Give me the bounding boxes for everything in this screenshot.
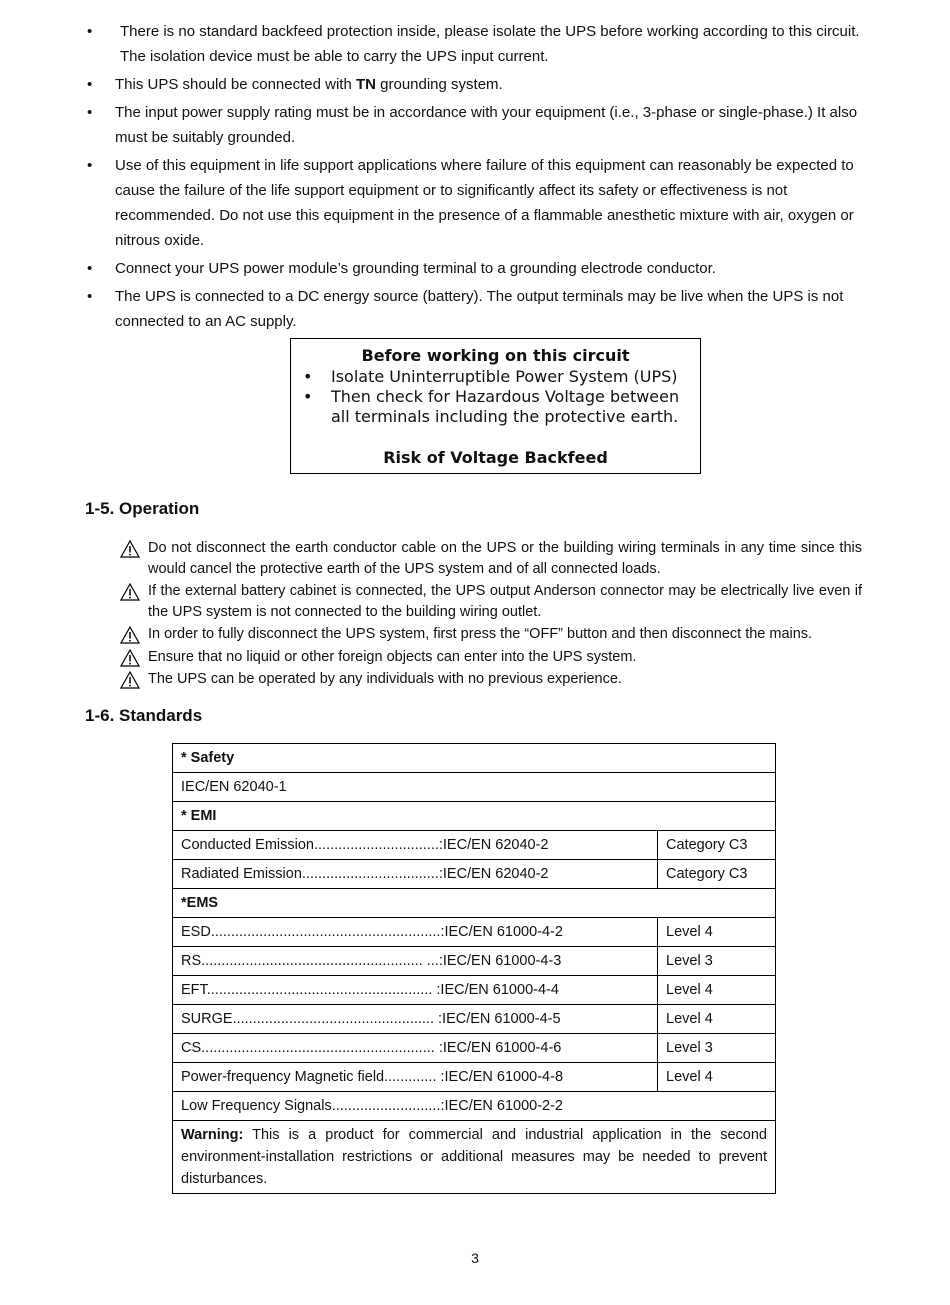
table-group-header: *EMS bbox=[173, 889, 776, 918]
table-row bbox=[173, 889, 776, 918]
list-item-text: The input power supply rating must be in accordance with your equipment (i.e., 3-phase or single-phase.) It also must be suitably grounded. bbox=[115, 104, 858, 146]
table-cell: EFT........................................................ :IEC/EN 61000-4-4 bbox=[173, 976, 658, 1005]
table-row bbox=[173, 947, 776, 976]
page-number: 3 bbox=[471, 1250, 479, 1266]
warning-triangle-icon bbox=[120, 649, 140, 667]
warning-box-item-text: Then check for Hazardous Voltage between all terminals including the protective earth. bbox=[331, 387, 680, 426]
table-cell-level: Level 3 bbox=[658, 1034, 776, 1063]
list-item-text: There is no standard backfeed protection inside, please isolate the UPS before working according to this circuit. The isolation device must be able to carry the UPS input current. bbox=[120, 23, 860, 65]
table-row bbox=[173, 831, 776, 860]
table-row bbox=[173, 1121, 776, 1194]
warning-text: This is a product for commercial and industrial application in the second environment-installation restrictions or additional measures may be needed to prevent disturbances. bbox=[181, 1127, 767, 1187]
operation-item-text: Ensure that no liquid or other foreign objects can enter into the UPS system. bbox=[148, 648, 637, 665]
operation-item-text: In order to fully disconnect the UPS system, first press the “OFF” button and then disconnect the mains. bbox=[148, 626, 813, 642]
table-cell: RS....................................................... ...:IEC/EN 61000-4-3 bbox=[173, 947, 658, 976]
list-item-text: Use of this equipment in life support applications where failure of this equipment can reasonably be expected to cause the failure of the life support equipment or to significantly affect its safety or effectiveness is not recommended. Do not use this equipment in the presence of a flammable anesthetic mixture with air, oxygen or nitrous oxide. bbox=[115, 157, 854, 249]
operation-item-text: Do not disconnect the earth conductor cable on the UPS or the building wiring terminals in any time since this would cancel the protective earth of the UPS system and of all connected loads. bbox=[148, 540, 862, 577]
bullet-icon: • bbox=[303, 367, 313, 386]
table-group-header: * Safety bbox=[173, 744, 776, 773]
warning-triangle-icon bbox=[120, 583, 140, 601]
bullet-icon: • bbox=[87, 76, 93, 93]
warning-label: Warning: bbox=[181, 1127, 244, 1143]
list-item bbox=[85, 256, 875, 281]
standards-table bbox=[172, 743, 776, 1194]
operation-item bbox=[120, 647, 862, 668]
table-cell: Conducted Emission...............................:IEC/EN 62040-2 bbox=[173, 831, 658, 860]
table-cell: CS.......................................................... :IEC/EN 61000-4-6 bbox=[173, 1034, 658, 1063]
table-row bbox=[173, 918, 776, 947]
list-item-text: The UPS is connected to a DC energy source (battery). The output terminals may be live when the UPS is not connected to an AC supply. bbox=[115, 288, 844, 330]
bullet-icon: • bbox=[87, 260, 93, 277]
table-cell-level: Category C3 bbox=[658, 860, 776, 889]
operation-item-text: If the external battery cabinet is connected, the UPS output Anderson connector may be electrically live even if the UPS system is not connected to the building wiring outlet. bbox=[148, 583, 862, 620]
bullet-icon: • bbox=[303, 387, 313, 406]
list-item bbox=[85, 153, 875, 253]
table-row bbox=[173, 860, 776, 889]
section-heading-operation: 1-5. Operation bbox=[85, 499, 200, 518]
list-item bbox=[85, 19, 875, 69]
backfeed-warning-box bbox=[290, 338, 701, 474]
operation-item bbox=[120, 669, 862, 690]
warning-box-title: Before working on this circuit bbox=[361, 346, 630, 365]
table-row bbox=[173, 802, 776, 831]
table-cell: Radiated Emission..................................:IEC/EN 62040-2 bbox=[173, 860, 658, 889]
list-item-text: Connect your UPS power module’s grounding terminal to a grounding electrode conductor. bbox=[115, 260, 716, 277]
table-cell-level: Level 4 bbox=[658, 1005, 776, 1034]
warning-box-item bbox=[303, 387, 693, 427]
operation-item bbox=[120, 581, 862, 622]
list-item-bold-text: TN bbox=[355, 76, 376, 93]
operation-item bbox=[120, 538, 862, 579]
table-cell: Power-frequency Magnetic field............. :IEC/EN 61000-4-8 bbox=[173, 1063, 658, 1092]
table-cell-level: Category C3 bbox=[658, 831, 776, 860]
table-cell-level: Level 4 bbox=[658, 976, 776, 1005]
table-cell: IEC/EN 62040-1 bbox=[173, 773, 776, 802]
operation-item bbox=[120, 624, 862, 645]
table-row bbox=[173, 773, 776, 802]
table-group-header: * EMI bbox=[173, 802, 776, 831]
table-row bbox=[173, 744, 776, 773]
table-row bbox=[173, 1063, 776, 1092]
warning-triangle-icon bbox=[120, 671, 140, 689]
table-row bbox=[173, 1005, 776, 1034]
warning-box-item bbox=[303, 367, 693, 387]
warning-triangle-icon bbox=[120, 626, 140, 644]
table-cell-level: Level 3 bbox=[658, 947, 776, 976]
operation-list bbox=[120, 538, 862, 692]
table-row bbox=[173, 1092, 776, 1121]
table-cell-level: Level 4 bbox=[658, 1063, 776, 1092]
bullet-icon: • bbox=[87, 23, 93, 40]
list-item-text: This UPS should be connected with bbox=[115, 76, 356, 93]
warning-box-list bbox=[303, 367, 693, 427]
section-heading-standards: 1-6. Standards bbox=[85, 706, 203, 725]
bullet-icon: • bbox=[87, 104, 93, 121]
table-warning-cell bbox=[173, 1121, 776, 1194]
list-item-text: grounding system. bbox=[375, 76, 503, 93]
table-cell: ESD.........................................................:IEC/EN 61000-4-2 bbox=[173, 918, 658, 947]
list-item bbox=[85, 100, 875, 150]
warning-triangle-icon bbox=[120, 540, 140, 558]
list-item bbox=[85, 72, 875, 97]
table-row bbox=[173, 976, 776, 1005]
bullet-icon: • bbox=[87, 288, 93, 305]
warning-box-footer: Risk of Voltage Backfeed bbox=[383, 448, 608, 467]
warning-box-item-text: Isolate Uninterruptible Power System (UPS) bbox=[331, 367, 678, 386]
table-cell-level: Level 4 bbox=[658, 918, 776, 947]
operation-item-text: The UPS can be operated by any individuals with no previous experience. bbox=[148, 671, 622, 687]
table-row bbox=[173, 1034, 776, 1063]
list-item bbox=[85, 284, 875, 334]
bullet-icon: • bbox=[87, 157, 93, 174]
precaution-list bbox=[85, 19, 875, 337]
table-cell: Low Frequency Signals...........................:IEC/EN 61000-2-2 bbox=[173, 1092, 776, 1121]
table-cell: SURGE.................................................. :IEC/EN 61000-4-5 bbox=[173, 1005, 658, 1034]
